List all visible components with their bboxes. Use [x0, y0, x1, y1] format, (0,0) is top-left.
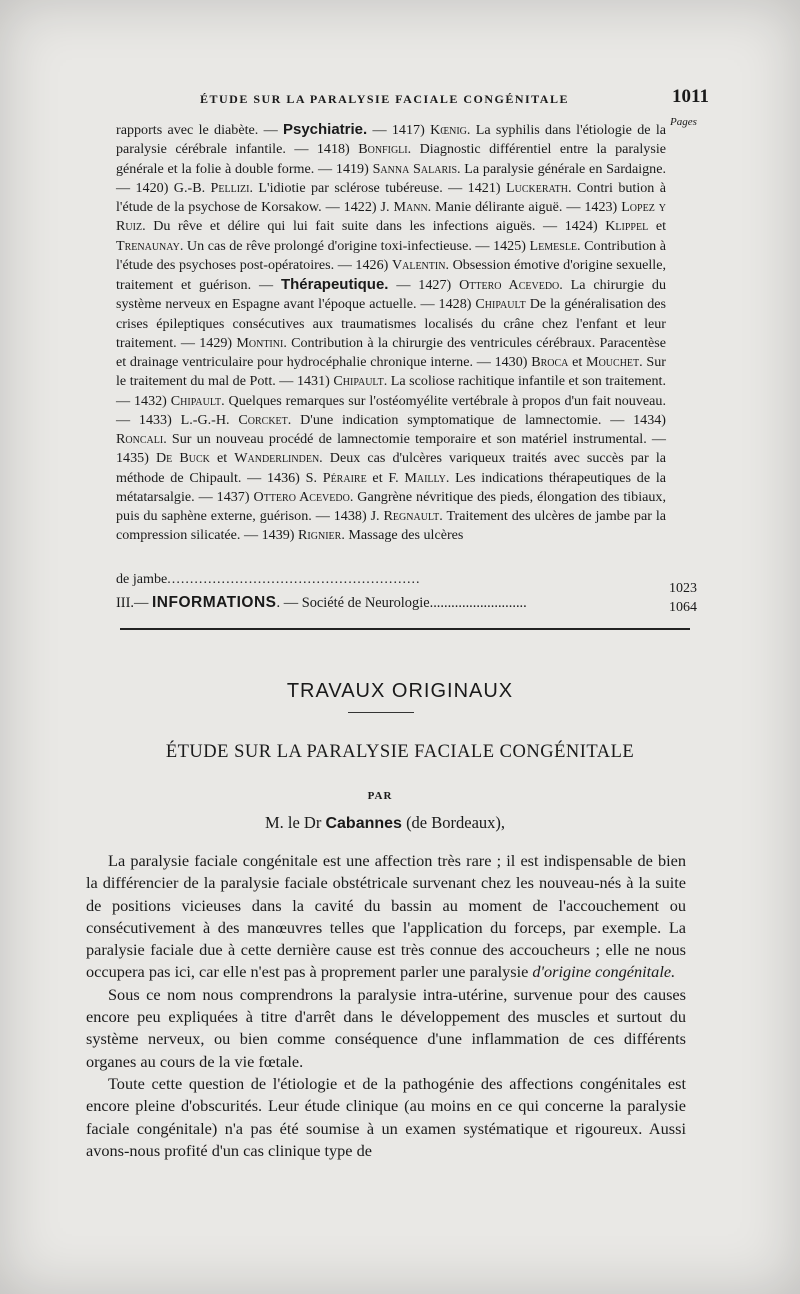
toc-author-name: Wanderlinden — [234, 450, 320, 467]
toc-author-name: Mann — [393, 199, 428, 215]
toc-author-name: Sanna Salaris — [372, 160, 458, 177]
toc-author-name: Trenaunay — [116, 237, 180, 254]
toc-author-name: Mailly — [404, 469, 446, 486]
toc-text: . Un cas de rêve prolongé d'origine toxi-infectieuse. — 1425) — [179, 237, 530, 254]
article-body — [86, 850, 686, 1162]
toc-author-name: De Buck — [155, 450, 210, 467]
paragraph-text: Sous ce nom nous comprendrons la paralysie intra-utérine, survenue pour des causes encore peu expliquées à titre d'arrêt dans le développement des muscles et surtout du système nerveux, ou bien comme conséquence d'une inflammation de ces différents organes au cours de la vie fœtale. — [86, 984, 686, 1071]
toc-author-name: Chipault — [475, 296, 526, 313]
toc-text: . La chirurgie du système nerveux en Espagne avant l'époque actuelle. — 1428) — [116, 277, 666, 313]
toc-section-label: Thérapeutique. — [280, 276, 389, 293]
toc-text: . Diagnostic différentiel entre la paralysie générale et la folie à double forme. — 1419) — [116, 141, 666, 177]
toc-author-name: Valentin — [391, 256, 446, 273]
short-divider — [348, 712, 414, 713]
toc-author-name: Regnault — [383, 508, 440, 524]
toc-author-name: Luckerath — [505, 179, 568, 196]
toc-text: . La scoliose rachitique infantile et son traitement. — 1432) — [116, 373, 666, 409]
toc-text: et — [209, 450, 235, 467]
toc-text: . La syphilis dans l'étiologie de la paralysie cérébrale infantile. — 1418) — [116, 122, 667, 158]
toc-author-name: Ottero Acevedo — [459, 277, 560, 293]
toc-last-line-text: de jambe — [116, 571, 168, 587]
divider-rule — [120, 628, 690, 630]
toc-text: . Les indications thérapeutiques de la métatarsalgie. — 1437) — [116, 469, 666, 505]
toc-text: . Contribution à la chirurgie des ventricules cérébraux. Paracentèse et drainage ventriculaire pour hydrocéphalie chronique interne. — 1430) — [116, 334, 666, 370]
toc-text: . Quelques remarques sur l'ostéomyélite vertébrale à propos d'un fait nouveau. — 1433) L.-G.-H. — [116, 392, 666, 428]
toc-author-name: Bonfigli — [358, 141, 408, 158]
by-line: PAR — [367, 790, 393, 802]
toc-author-name: Corcket — [238, 411, 288, 428]
toc-text: . Traitement des ulcères de jambe par la compression silicatée. — 1439) — [116, 508, 666, 544]
toc-text: et — [648, 218, 666, 235]
body-paragraph — [86, 850, 686, 984]
toc-text: . Obsession émotive d'origine sexuelle, traitement et guérison. — — [116, 256, 666, 293]
toc-text: . Sur un nouveau procédé de lamnectomie temporaire et son matériel instrumental. — 1435) — [116, 431, 666, 467]
toc-section-title: INFORMATIONS — [151, 594, 277, 611]
toc-author-name: Rignier — [298, 527, 342, 544]
toc-text: rapports avec le diabète. — — [116, 122, 283, 138]
body-paragraph — [86, 1073, 686, 1162]
author-line — [0, 813, 770, 833]
toc-text: . Deux cas d'ulcères variqueux traités avec succès par la méthode de Chipault. — 1436) S. — [116, 450, 667, 486]
author-name: Cabannes — [325, 815, 402, 832]
toc-section-numeral: III.— — [116, 595, 149, 611]
toc-section-label: Psychiatrie. — [282, 121, 368, 138]
toc-page-ref: 1023 — [669, 581, 697, 596]
running-title: ÉTUDE SUR LA PARALYSIE FACIALE CONGÉNITALE — [200, 92, 569, 106]
paragraph-text: Toute cette question de l'étiologie et de la pathogénie des affections congénitales est encore pleine d'obscurités. Leur étude clinique (au moins en ce qui concerne la paralysie faciale congénitale) n'a pas été soumise à un examen systématique et rigoureux. Aussi avons-nous profité d'un cas clinique type de — [86, 1073, 686, 1160]
toc-author-name: Montini — [236, 334, 284, 351]
toc-author-name: Mouchet — [586, 354, 640, 370]
author-affiliation: (de Bordeaux), — [406, 813, 506, 832]
italic-text: d'origine congénitale. — [532, 962, 676, 982]
toc-text: . Sur le traitement du mal de Pott. — 1431) — [116, 354, 666, 390]
pages-column-label: Pages — [670, 116, 697, 128]
toc-text: et — [568, 354, 587, 370]
toc-author-name: Kœnig — [430, 122, 467, 138]
toc-author-name: Roncali — [116, 431, 164, 447]
author-prefix: M. le Dr — [264, 813, 322, 832]
toc-section-dots: ........................... — [429, 595, 527, 611]
table-of-contents — [116, 120, 666, 546]
toc-author-name: Pellizi — [210, 179, 250, 196]
toc-text: . L'idiotie par sclérose tubéreuse. — 1421) — [249, 179, 506, 196]
toc-author-name: Klippel — [605, 218, 649, 235]
toc-text: . Massage des ulcères — [341, 527, 464, 544]
page-number: 1011 — [672, 86, 709, 107]
paragraph-text: La paralysie faciale congénitale est une affection très rare ; il est indispensable de bien la différencier de la paralysie faciale obstétricale survenant chez les nouveau-nés à la suite de positions vicieuses dans la cavité du bassin au moment de l'accouchement ou consécutivement à des manœuvres telles que l'application du forceps, par exemple. La paralysie faciale due à cette dernière cause est très connue des accoucheurs ; elle ne nous occupera pas ici, car elle n'est pas à proprement parler une paralysie — [86, 851, 686, 982]
toc-leader-dots: ........................................................ — [167, 571, 421, 587]
toc-section-rest: . — Société de Neurologie — [276, 595, 430, 611]
article-title: ÉTUDE SUR LA PARALYSIE FACIALE CONGÉNITALE — [165, 742, 635, 762]
toc-author-name: Lemesle — [529, 237, 578, 254]
toc-author-name: Lopez y Ruiz — [116, 199, 666, 235]
toc-text: . Gangrène névritique des pieds, élongation des tibiaux, puis du saphène externe, guérison. — 1438) J. — [116, 488, 666, 524]
toc-text: De la généralisation des crises épileptiques consécutives aux traumatismes localisés du crâne chez l'enfant et leur traitement. — 1429) — [116, 296, 666, 351]
toc-text: . Manie délirante aiguë. — 1423) — [427, 199, 622, 215]
toc-author-name: Chipault — [333, 373, 384, 390]
toc-last-line — [116, 571, 671, 588]
toc-text: . La paralysie générale en Sardaigne. — 1420) G.-B. — [116, 160, 667, 196]
section-heading: TRAVAUX ORIGINAUX — [286, 680, 514, 702]
body-paragraph — [86, 984, 686, 1073]
toc-text: . Contribution à l'étude des psychoses post-opératoires. — 1426) — [116, 237, 666, 273]
toc-author-name: Broca — [531, 354, 569, 370]
toc-section-informations — [116, 594, 671, 612]
toc-author-name: Péraire — [322, 469, 367, 486]
toc-text: . Du rêve et délire qui lui fait suite dans les infections aiguës. — 1424) — [142, 218, 606, 235]
toc-text: et F. — [366, 469, 405, 486]
toc-text: — 1427) — [388, 277, 460, 293]
toc-text: . Contri bution à l'étude de la psychose de Korsakow. — 1422) J. — [116, 179, 667, 215]
toc-text: — 1417) — [367, 122, 431, 138]
toc-author-name: Ottero Acevedo — [253, 488, 350, 505]
toc-author-name: Chipault — [170, 392, 222, 409]
toc-text: . D'une indication symptomatique de lamnectomie. — 1434) — [287, 411, 666, 428]
toc-section-page-ref: 1064 — [669, 600, 697, 615]
